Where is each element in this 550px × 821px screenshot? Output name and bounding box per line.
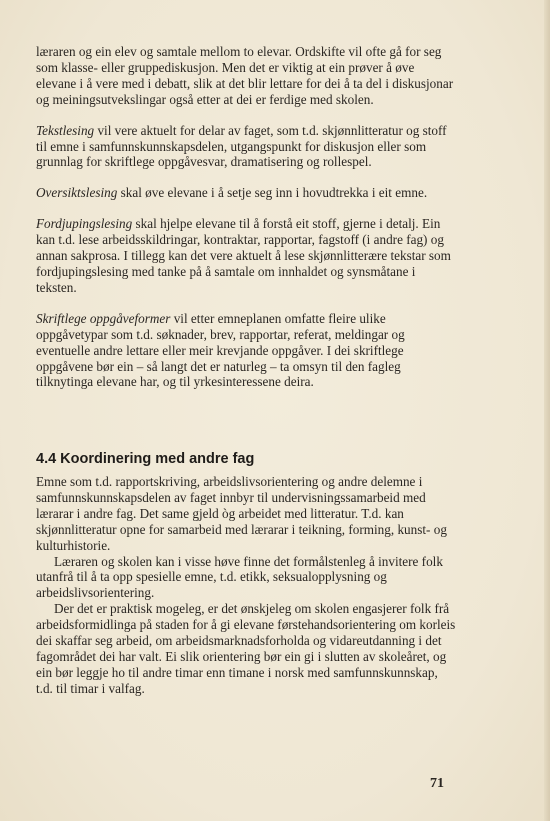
- section-paragraph-3: Der det er praktisk mogeleg, er det ønskjeleg om skolen engasjerer folk frå arbeidsformidlinga på staden for å gi elevane førstehandsorientering om korleis dei skaffar seg arbeid, om arbeidsmarknadsforholda og vidareutdanning i det fagområdet dei har valt. Ei slik orientering bør ein gi i slutten av skoleåret, og ein bør leggje ho til andre timar enn timane i norsk med samfunnskunnskap, t.d. til timar i valfag.: [36, 601, 456, 696]
- term-tekstlesing: Tekstlesing: [36, 122, 95, 138]
- paragraph-skriftlege-oppgaveformer-text: vil etter emneplanen omfatte fleire ulike oppgåvetypar som t.d. søknader, brev, rapportar, referat, meldingar og eventuelle andre lettare eller meir krevjande oppgåver. I dei skriftlege oppgåvene bør ein – så langt det er naturleg – ta omsyn til den fagleg tilknytinga elevane har, og til yrkesinteressene deira.: [36, 310, 405, 390]
- section-body: [36, 474, 456, 697]
- paragraph-tekstlesing-text: vil vere aktuelt for delar av faget, som t.d. skjønnlitteratur og stoff til emne i samfunnskunnskapsdelen, utgangspunkt for diskusjon eller som grunnlag for skriftlege oppgåvesvar, dramatisering og rollespel.: [36, 122, 447, 170]
- paragraph-tekstlesing: [36, 123, 456, 171]
- page-number: 71: [430, 776, 444, 791]
- section-heading: 4.4 Koordinering med andre fag: [36, 451, 255, 467]
- page-edge: [544, 0, 550, 821]
- term-fordjupingslesing: Fordjupingslesing: [36, 216, 133, 232]
- term-skriftlege-oppgaveformer: Skriftlege oppgåveformer: [36, 310, 171, 326]
- section-paragraph-2: Læraren og skolen kan i visse høve finne det formålstenleg å invitere folk utanfrå til å ta opp spesielle emne, t.d. etikk, seksualopplysning og arbeidslivsorientering.: [36, 553, 443, 601]
- body-text: [36, 44, 456, 390]
- paragraph-fordjupingslesing: [36, 216, 456, 296]
- paragraph-oversiktslesing: [36, 185, 456, 201]
- term-oversiktslesing: Oversiktslesing: [36, 185, 118, 201]
- paragraph-discussion: læraren og ein elev og samtale mellom to elevar. Ordskifte vil ofte gå for seg som klasse- eller gruppediskusjon. Men det er viktig at ein prøver å øve elevane i å vere med i debatt, slik at det blir lettare for dei å ta del i diskusjonar og meiningsutvekslingar også etter at dei er ferdige med skolen.: [36, 44, 454, 107]
- section-paragraph-1: Emne som t.d. rapportskriving, arbeidslivsorientering og andre delemne i samfunnskunnskapsdelen av faget innbyr til undervisningssamarbeid med lærarar i andre fag. Det same gjeld òg arbeidet med litteratur. T.d. kan skjønnlitteratur opne for samarbeid med lærarar i teikning, forming, kunst- og kulturhistorie.: [36, 474, 447, 553]
- paragraph-skriftlege-oppgaveformer: [36, 311, 456, 391]
- paragraph-oversiktslesing-text: skal øve elevane i å setje seg inn i hovudtrekka i eit emne.: [117, 185, 428, 201]
- paragraph-fordjupingslesing-text: skal hjelpe elevane til å forstå eit stoff, gjerne i detalj. Ein kan t.d. lese arbeidsskildringar, kontraktar, rapportar, fagstoff (i andre fag) og annan sakprosa. I tillegg kan det vere aktuelt å lese skjønnlitterære tekstar som fordjupingslesing med tanke på å samtale om innhaldet og synsmåtane i teksten.: [36, 216, 451, 295]
